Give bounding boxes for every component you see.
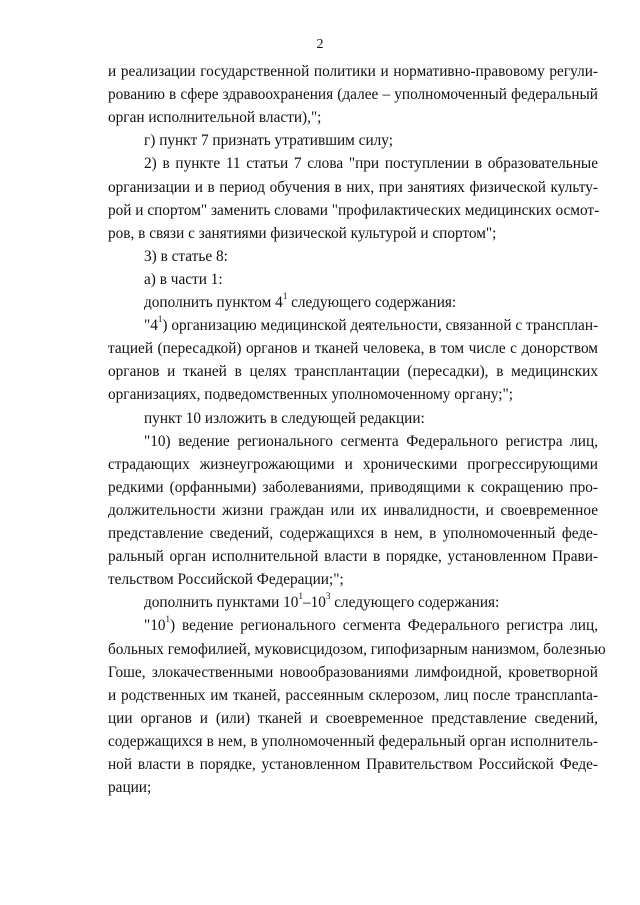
superscript: 1	[165, 614, 171, 625]
text-line: органов и тканей в целях трансплантации (пересадки), в медицинских	[108, 363, 598, 381]
text-line	[144, 591, 598, 614]
text-fragment: "4	[144, 317, 158, 335]
text-line: рой и спортом" заменить словами "профилактических медицинских осмот-	[108, 201, 600, 219]
text-line: ров, в связи с занятиями физической культурой и спортом";	[108, 224, 497, 242]
text-line: пункт 10 изложить в следующей редакции:	[144, 409, 425, 427]
text-line: ральный орган исполнительной власти в порядке, установленном Прави-	[108, 548, 598, 566]
text-fragment: "10	[144, 617, 166, 635]
text-fragment: –10	[302, 594, 326, 612]
superscript: 3	[325, 591, 331, 602]
text-line: 3) в статье 8:	[144, 247, 228, 265]
text-line: больных гемофилией, муковисцидозом, гипофизарным нанизмом, болезнью	[108, 640, 606, 658]
text-line	[144, 614, 598, 637]
text-fragment: ) организацию медицинской деятельности, связанной с трансплан-	[162, 317, 599, 335]
text-line: страдающих жизнеугрожающими и хроническими прогрессирующими	[108, 455, 598, 473]
text-fragment: дополнить пунктом 4	[144, 294, 283, 311]
text-line: организации и в период обучения в них, при занятиях физической культу-	[108, 178, 598, 196]
text-line	[144, 314, 598, 337]
text-line: г) пункт 7 признать утратившим силу;	[144, 132, 393, 150]
superscript: 1	[298, 591, 303, 602]
text-line: ции органов и (или) тканей и своевременное представление сведений,	[108, 709, 598, 727]
text-line: и родственных им тканей, рассеянным склерозом, лиц после трансплanta-	[108, 686, 598, 704]
text-line: организациях, подведомственных уполномоченному органу;";	[108, 386, 514, 404]
text-line: Гоше, злокачественными новообразованиями лимфоидной, кроветворной	[108, 663, 598, 681]
text-line: тацией (пересадкой) органов и тканей человека, в том числе с донорством	[108, 340, 598, 358]
text-line: ной власти в порядке, установленном Правительством Российской Феде-	[108, 756, 598, 773]
text-line: тельством Российской Федерации;";	[108, 571, 344, 589]
text-line: и реализации государственной политики и нормативно-правовому регули-	[108, 63, 598, 80]
text-fragment: следующего содержания:	[330, 594, 500, 612]
text-line: рованию в сфере здравоохранения (далее – уполномоченный федеральный	[108, 86, 598, 104]
text-line	[144, 291, 598, 314]
text-line: содержащихся в нем, в уполномоченный федеральный орган исполнитель-	[108, 732, 598, 750]
text-fragment: дополнить пунктами 10	[144, 594, 299, 612]
superscript: 1	[157, 314, 163, 324]
text-line: а) в части 1:	[144, 270, 223, 288]
text-line: должительности жизни граждан или их инвалидности, и своевременное	[108, 501, 598, 519]
text-fragment: следующего содержания:	[287, 294, 457, 311]
superscript: 1	[282, 290, 288, 301]
text-line: 2) в пункте 11 статьи 7 слова "при поступлении в образовательные	[144, 155, 598, 173]
text-fragment: ) ведение регионального сегмента Федерального регистра лиц,	[170, 617, 598, 635]
text-line: рации;	[108, 779, 152, 797]
text-line: орган исполнительной власти),";	[108, 109, 322, 127]
page-number: 2	[316, 37, 324, 52]
text-line: представление сведений, содержащихся в нем, в уполномоченный феде-	[108, 525, 598, 542]
text-line: редкими (орфанными) заболеваниями, приводящими к сокращению про-	[108, 478, 598, 496]
text-line: "10) ведение регионального сегмента Федерального регистра лиц,	[144, 432, 598, 450]
